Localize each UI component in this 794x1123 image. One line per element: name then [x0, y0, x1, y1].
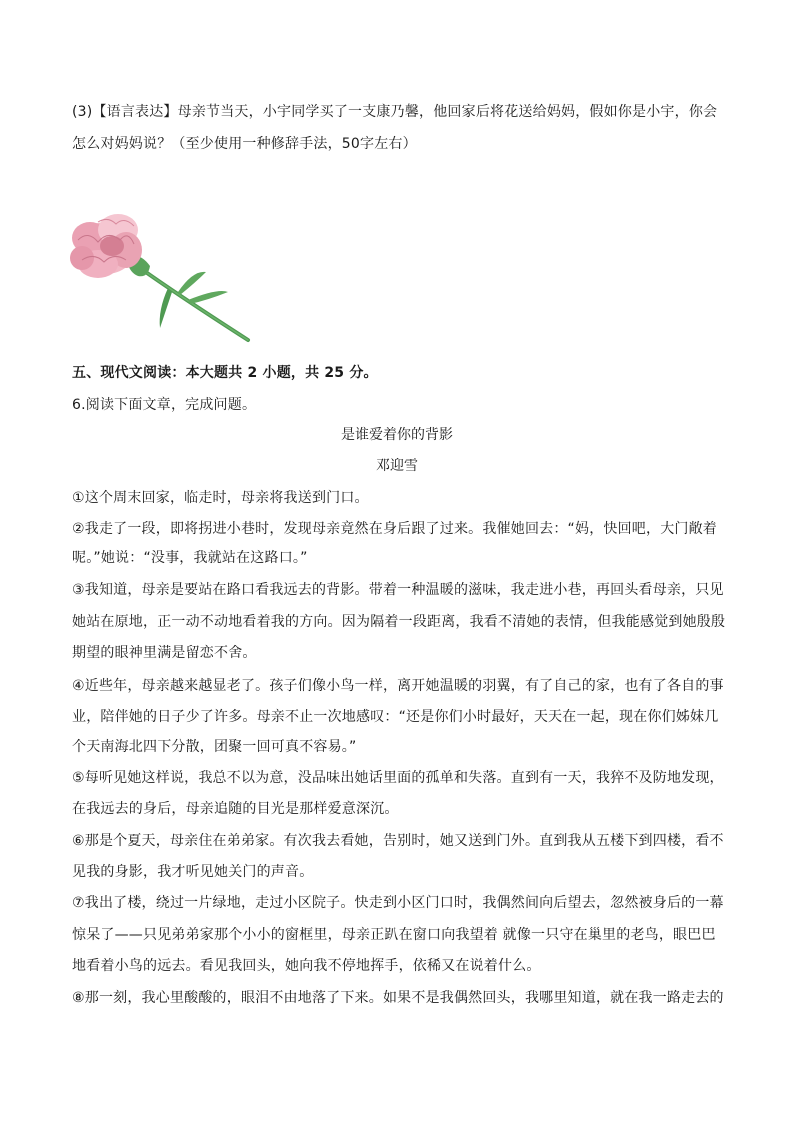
article-line: 呢。”她说：“没事，我就站在这路口。” — [72, 550, 308, 566]
article-line: ⑥那是个夏天，母亲住在弟弟家。有次我去看她，告别时，她又送到门外。直到我从五楼下到四楼，看不 — [72, 833, 724, 849]
carnation-flower-image — [68, 200, 258, 350]
article-line: ①这个周末回家，临走时，母亲将我送到门口。 — [72, 490, 369, 506]
article-line: 业，陪伴她的日子少了许多。母亲不止一次地感叹：“还是你们小时最好，天天在一起，现在你们姊妹几 — [72, 709, 719, 725]
article-line: 在我远去的身后，母亲追随的目光是那样爱意深沉。 — [72, 801, 399, 817]
article-line: 个天南海北四下分散，团聚一回可真不容易。” — [72, 739, 357, 755]
article-line: 地看着小鸟的远去。看见我回头，她向我不停地挥手，依稀又在说着什么。 — [72, 958, 541, 974]
question6-prompt: 6.阅读下面文章，完成问题。 — [72, 397, 257, 413]
section5-heading: 五、现代文阅读：本大题共 2 小题，共 25 分。 — [72, 365, 378, 381]
question3-line1: (3)【语言表达】母亲节当天，小宇同学买了一支康乃馨，他回家后将花送给妈妈，假如你是小宇，你会 — [72, 104, 718, 120]
article-line: ⑦我出了楼，绕过一片绿地，走过小区院子。快走到小区门口时，我偶然间向后望去，忽然被身后的一幕 — [72, 895, 724, 911]
article-line: ⑤每听见她这样说，我总不以为意，没品味出她话里面的孤单和失落。直到有一天，我猝不及防地发现， — [72, 770, 724, 786]
article-line: ③我知道，母亲是要站在路口看我远去的背影。带着一种温暖的滋味，我走进小巷，再回头看母亲，只见 — [72, 582, 724, 598]
article-line: 期望的眼神里满是留恋不舍。 — [72, 645, 257, 661]
article-author: 邓迎雪 — [376, 458, 418, 474]
article-line: 惊呆了——只见弟弟家那个小小的窗框里，母亲正趴在窗口向我望着 就像一只守在巢里的老鸟，眼巴巴 — [72, 927, 716, 943]
article-line: 她站在原地，正一动不动地看着我的方向。因为隔着一段距离，我看不清她的表情，但我能感觉到她殷殷 — [72, 614, 726, 630]
article-line: ②我走了一段，即将拐进小巷时，发现母亲竟然在身后跟了过来。我催她回去：“妈，快回吧，大门敞着 — [72, 521, 718, 537]
article-line: ⑧那一刻，我心里酸酸的，眼泪不由地落了下来。如果不是我偶然回头，我哪里知道，就在我一路走去的 — [72, 990, 724, 1006]
article-title: 是谁爱着你的背影 — [341, 427, 453, 443]
article-line: ④近些年，母亲越来越显老了。孩子们像小鸟一样，离开她温暖的羽翼，有了自己的家，也有了各自的事 — [72, 678, 724, 694]
article-line: 见我的身影，我才听见她关门的声音。 — [72, 864, 314, 880]
question3-line2: 怎么对妈妈说？（至少使用一种修辞手法，50字左右） — [72, 136, 417, 152]
